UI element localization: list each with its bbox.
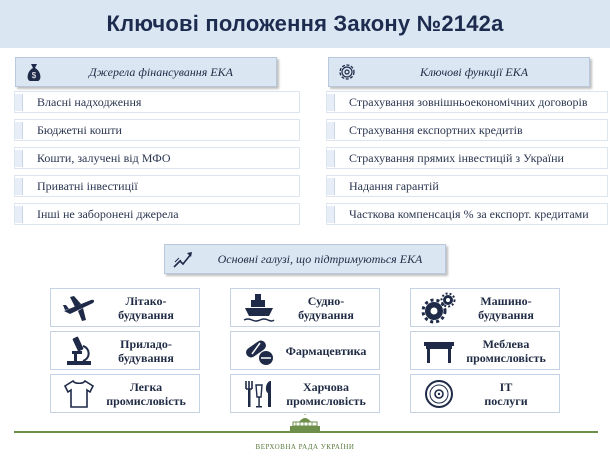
source-item: Бюджетні кошти: [14, 119, 300, 141]
table-icon: [419, 333, 459, 369]
gears-icon: [419, 290, 459, 326]
source-item: Власні надходження: [14, 91, 300, 113]
industry-line2: послуги: [484, 393, 528, 408]
footer-text: ВЕРХОВНА РАДА УКРАЇНИ: [255, 443, 355, 451]
industry-line2: промисловість: [106, 393, 186, 408]
industry-instruments: [50, 331, 200, 370]
industry-line2: промисловість: [466, 350, 546, 365]
source-item: Кошти, залучені від МФО: [14, 147, 300, 169]
industry-machinery: [410, 288, 560, 327]
sources-title: Джерела фінансування ЕКА: [89, 64, 233, 79]
function-item: Страхування зовнішньоекономічних договорів: [326, 91, 608, 113]
industry-it: [410, 374, 560, 413]
airplane-icon: [59, 290, 99, 326]
industry-line1: Приладо-: [120, 336, 172, 351]
svg-text:$: $: [31, 71, 37, 80]
industry-line2: будування: [118, 350, 174, 365]
industry-aircraft: [50, 288, 200, 327]
page-title: Ключові положення Закону №2142а: [106, 11, 504, 36]
industries-header: [164, 244, 446, 274]
functions-header: [328, 57, 590, 87]
disc-icon: [419, 376, 459, 412]
pills-icon: [239, 333, 279, 369]
industry-line2: будування: [298, 307, 354, 322]
industry-line1: Меблева: [482, 336, 530, 351]
function-item: Надання гарантій: [326, 175, 608, 197]
gear-icon: [335, 60, 359, 84]
function-item: Страхування прямих інвестицій з України: [326, 147, 608, 169]
money-bag-icon: [22, 60, 46, 84]
industry-line1: Машино-: [480, 293, 532, 308]
function-item: Страхування експортних кредитів: [326, 119, 608, 141]
industries-title: Основні галузі, що підтримуються ЕКА: [217, 251, 423, 266]
functions-title: Ключові функції ЕКА: [419, 64, 529, 79]
ship-icon: [239, 290, 279, 326]
parliament-building-logo: [288, 414, 322, 432]
industry-line2: будування: [478, 307, 534, 322]
industry-line1: Літако-: [125, 293, 167, 308]
sources-header: [15, 57, 277, 87]
industry-line1: Фармацевтика: [285, 343, 367, 358]
industry-pharma: [230, 331, 380, 370]
industry-line1: Харчова: [303, 379, 349, 394]
source-item: Приватні інвестиції: [14, 175, 300, 197]
industry-line1: IT: [499, 379, 513, 394]
industry-line1: Судно-: [307, 293, 345, 308]
industry-furniture: [410, 331, 560, 370]
industry-shipbuilding: [230, 288, 380, 327]
source-item: Інші не заборонені джерела: [14, 203, 300, 225]
industry-food: [230, 374, 380, 413]
tshirt-icon: [59, 376, 99, 412]
microscope-icon: [59, 333, 99, 369]
cutlery-icon: [239, 376, 279, 412]
industry-line2: промисловість: [286, 393, 366, 408]
industry-line1: Легка: [129, 379, 163, 394]
industry-line2: будування: [118, 307, 174, 322]
function-item: Часткова компенсація % за експорт. кредитами: [326, 203, 608, 225]
growth-arrow-icon: [171, 247, 195, 271]
industry-light: [50, 374, 200, 413]
